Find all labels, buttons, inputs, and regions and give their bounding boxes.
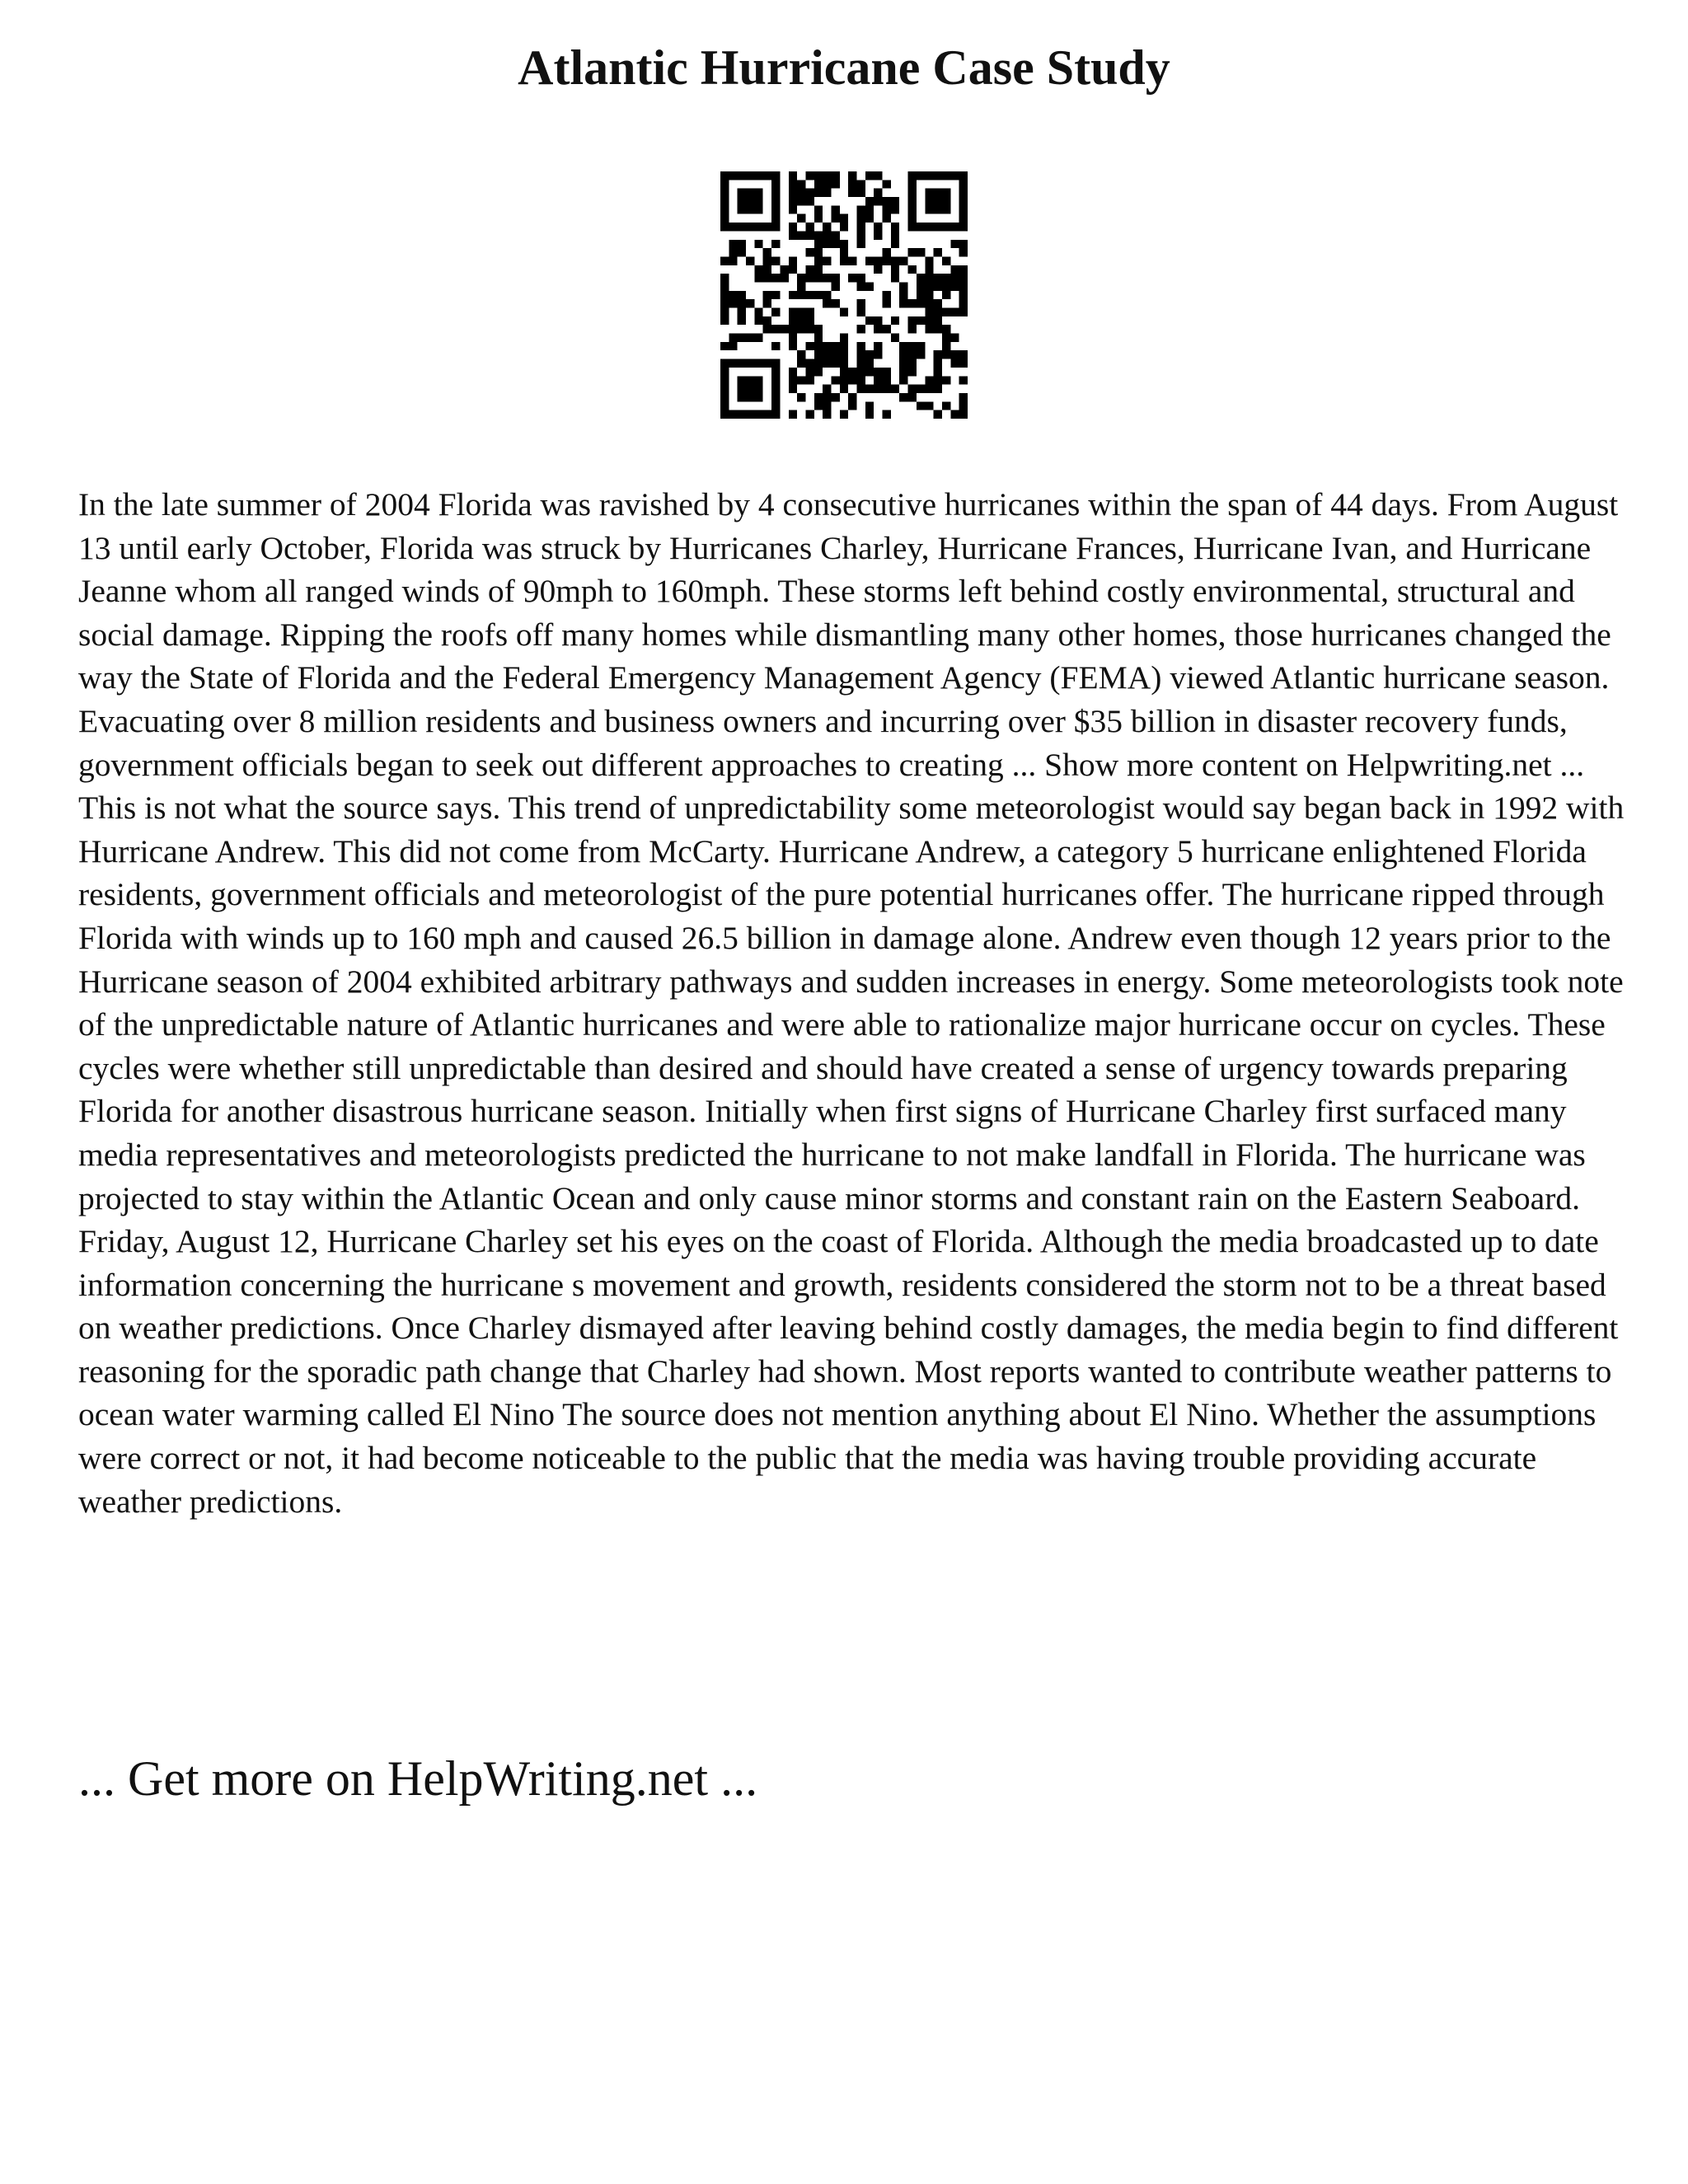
article-body bbox=[78, 483, 1628, 1523]
paragraph: In the late summer of 2004 Florida was ravished by 4 consecutive hurricanes within the span of 44 days. From August 13 until early October, Florida was struck by Hurricanes Charley, Hurricane Frances, Hurricane Ivan, and Hurricane Jeanne whom all ranged winds of 90mph to 160mph. These storms left behind costly environmental, structural and social damage. Ripping the roofs off many homes while dismantling many other homes, those hurricanes changed the way the State of Florida and the Federal Emergency Management Agency (FEMA) viewed Atlantic hurricane season. Evacuating over 8 million residents and business owners and incurring over $35 billion in disaster recovery funds, government officials began to seek out different approaches to creating ... Show more content on Helpwriting.net ... bbox=[78, 486, 1619, 783]
get-more-link[interactable]: ... Get more on HelpWriting.net ... bbox=[78, 1751, 758, 1806]
paragraph: This is not what the source says. This trend of unpredictability some meteorologist would say began back in 1992 with Hurricane Andrew. This did not come from McCarty. Hurricane Andrew, a category 5 hurricane enlightened Florida residents, government officials and meteorologist of the pure potential hurricanes offer. The hurricane ripped through Florida with winds up to 160 mph and caused 26.5 billion in damage alone. Andrew even though 12 years prior to the Hurricane season of 2004 exhibited arbitrary pathways and sudden increases in energy. Some meteorologists took note of the unpredictable nature of Atlantic hurricanes and were able to rationalize major hurricane occur on cycles. These cycles were whether still unpredictable than desired and should have created a sense of urgency towards preparing Florida for another disastrous hurricane season. Initially when first signs of Hurricane Charley first surfaced many media representatives and meteorologists predicted the hurricane to not make landfall in Florida. The hurricane was projected to stay within the Atlantic Ocean and only cause minor storms and constant rain on the Eastern Seaboard. Friday, August 12, Hurricane Charley set his eyes on the coast of Florida. Although the media broadcasted up to date information concerning the hurricane s movement and growth, residents considered the storm not to be a threat based on weather predictions. Once Charley dismayed after leaving behind costly damages, the media begin to find different reasoning for the sporadic path change that Charley had shown. Most reports wanted to contribute weather patterns to ocean water warming called El Nino The source does not mention anything about El Nino. Whether the assumptions were correct or not, it had become noticeable to the public that the media was having trouble providing accurate weather predictions. bbox=[78, 790, 1625, 1520]
qr-code-icon[interactable] bbox=[720, 171, 968, 419]
page-title: Atlantic Hurricane Case Study bbox=[518, 40, 1170, 95]
